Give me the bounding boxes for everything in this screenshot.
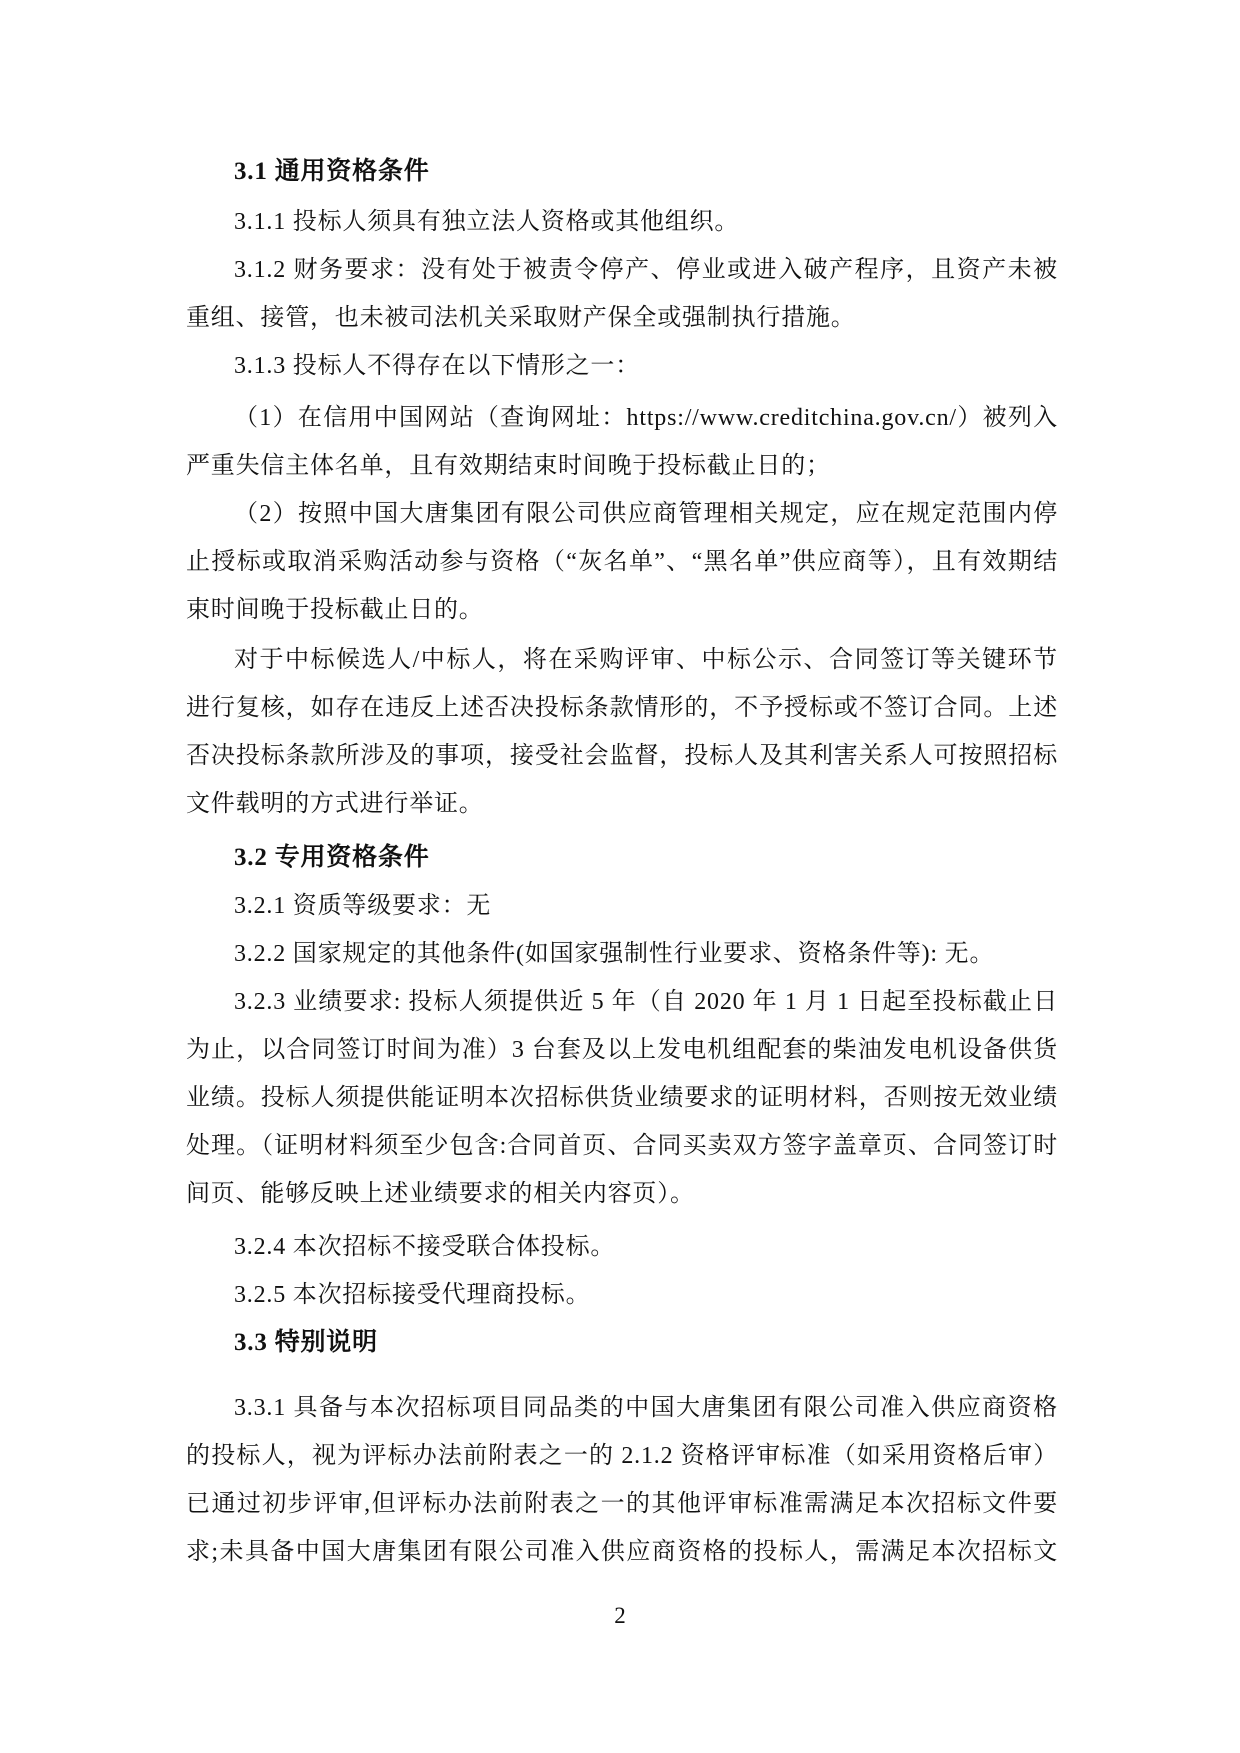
clause-3-3-1: 3.3.1 具备与本次招标项目同品类的中国大唐集团有限公司准入供应商资格的投标人，视为评标办法前附表之一的 2.1.2 资格评审标准（如采用资格后审）已通过初步评审,但评标办法前附表之一的其他评审标准需满足本次招标文件要求;未具备中国大唐集团有限公司准入供应商资格的投标人，需满足本次招标文 (186, 1395, 1058, 1565)
clause-3-1-3-item-2: （2）按照中国大唐集团有限公司供应商管理相关规定，应在规定范围内停止授标或取消采购活动参与资格（“灰名单”、“黑名单”供应商等），且有效期结束时间晚于投标截止日的。 (186, 501, 1058, 623)
clause-3-2-2: 3.2.2 国家规定的其他条件(如国家强制性行业要求、资格条件等): 无。 (234, 941, 995, 967)
section-heading-3-3: 3.3 特别说明 (234, 1329, 378, 1356)
clause-3-1-3-item-1: （1）在信用中国网站（查询网址：https://www.creditchina.gov.cn/）被列入严重失信主体名单，且有效期结束时间晚于投标截止日的； (186, 405, 1058, 479)
clause-3-1-3-note: 对于中标候选人/中标人，将在采购评审、中标公示、合同签订等关键环节进行复核，如存在违反上述否决投标条款情形的，不予授标或不签订合同。上述否决投标条款所涉及的事项，接受社会监督，投标人及其利害关系人可按照招标文件载明的方式进行举证。 (186, 647, 1058, 817)
clause-3-2-3: 3.2.3 业绩要求: 投标人须提供近 5 年（自 2020 年 1 月 1 日起至投标截止日为止，以合同签订时间为准）3 台套及以上发电机组配套的柴油发电机设备供货业绩。投标人须提供能证明本次招标供货业绩要求的证明材料，否则按无效业绩处理。（证明材料须至少包含:合同首页、合同买卖双方签字盖章页、合同签订时间页、能够反映上述业绩要求的相关内容页）。 (186, 989, 1058, 1207)
section-heading-3-1: 3.1 通用资格条件 (234, 158, 430, 185)
clause-3-2-5: 3.2.5 本次招标接受代理商投标。 (234, 1282, 591, 1308)
document-body (186, 0, 1058, 1576)
clause-3-1-2: 3.1.2 财务要求：没有处于被责令停产、停业或进入破产程序，且资产未被重组、接管，也未被司法机关采取财产保全或强制执行措施。 (186, 257, 1058, 331)
clause-3-2-1: 3.2.1 资质等级要求：无 (234, 893, 492, 919)
section-heading-3-2: 3.2 专用资格条件 (234, 844, 430, 871)
clause-3-1-3: 3.1.3 投标人不得存在以下情形之一： (234, 353, 640, 379)
clause-3-2-4: 3.2.4 本次招标不接受联合体投标。 (234, 1234, 616, 1260)
page-number: 2 (614, 1603, 626, 1628)
clause-3-1-1: 3.1.1 投标人须具有独立法人资格或其他组织。 (234, 209, 740, 235)
